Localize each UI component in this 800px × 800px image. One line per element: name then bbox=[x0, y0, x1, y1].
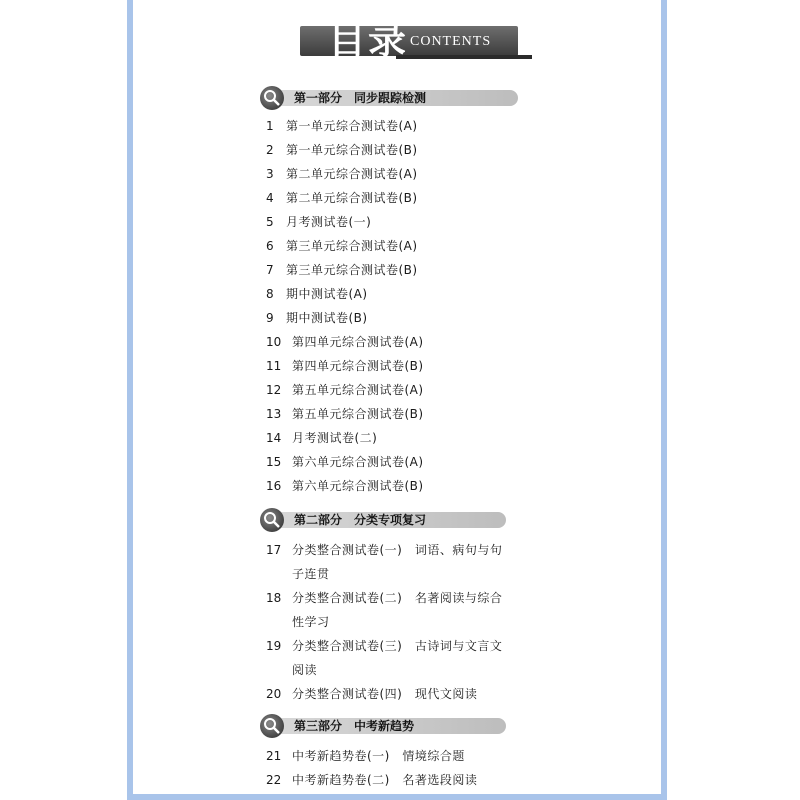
item-title: 中考新趋势卷(一) 情境综合题 bbox=[292, 749, 465, 763]
contents-title-banner bbox=[300, 18, 532, 60]
item-title: 分类整合测试卷(二) 名著阅读与综合 bbox=[292, 591, 503, 605]
toc-item-18-continuation: 性学习 bbox=[292, 615, 330, 629]
item-number: 20 bbox=[266, 687, 282, 701]
item-title: 期中测试卷(B) bbox=[286, 311, 368, 325]
item-title: 第一单元综合测试卷(B) bbox=[286, 143, 418, 157]
item-number: 15 bbox=[266, 455, 282, 469]
item-title: 分类整合测试卷(四) 现代文阅读 bbox=[292, 687, 478, 701]
item-number: 17 bbox=[266, 543, 282, 557]
item-number: 14 bbox=[266, 431, 282, 445]
item-title: 第一单元综合测试卷(A) bbox=[286, 119, 418, 133]
item-title: 第二单元综合测试卷(A) bbox=[286, 167, 418, 181]
item-number: 1 bbox=[266, 119, 274, 133]
title-underline bbox=[396, 55, 532, 59]
item-title: 第二单元综合测试卷(B) bbox=[286, 191, 418, 205]
item-title: 第五单元综合测试卷(A) bbox=[292, 383, 424, 397]
item-number: 13 bbox=[266, 407, 282, 421]
item-number: 4 bbox=[266, 191, 274, 205]
section-header-2 bbox=[260, 510, 506, 530]
item-title: 分类整合测试卷(一) 词语、病句与句 bbox=[292, 543, 503, 557]
item-title: 第三单元综合测试卷(B) bbox=[286, 263, 418, 277]
item-number: 6 bbox=[266, 239, 274, 253]
item-title: 月考测试卷(二) bbox=[292, 431, 378, 445]
item-number: 8 bbox=[266, 287, 274, 301]
item-number: 9 bbox=[266, 311, 274, 325]
item-number: 11 bbox=[266, 359, 282, 373]
title-english: CONTENTS bbox=[410, 34, 492, 49]
item-title: 第四单元综合测试卷(B) bbox=[292, 359, 424, 373]
item-title: 第三单元综合测试卷(A) bbox=[286, 239, 418, 253]
item-title: 第六单元综合测试卷(A) bbox=[292, 455, 424, 469]
magnifier-icon bbox=[260, 508, 284, 532]
item-title: 月考测试卷(一) bbox=[286, 215, 372, 229]
item-title: 第五单元综合测试卷(B) bbox=[292, 407, 424, 421]
item-title: 分类整合测试卷(三) 古诗词与文言文 bbox=[292, 639, 503, 653]
item-number: 5 bbox=[266, 215, 274, 229]
item-title: 第六单元综合测试卷(B) bbox=[292, 479, 424, 493]
section-label: 第一部分 同步跟踪检测 bbox=[294, 91, 427, 105]
item-number: 16 bbox=[266, 479, 282, 493]
item-number: 10 bbox=[266, 335, 282, 349]
section-label: 第三部分 中考新趋势 bbox=[294, 719, 415, 733]
item-title: 中考新趋势卷(二) 名著选段阅读 bbox=[292, 773, 478, 787]
item-title: 第四单元综合测试卷(A) bbox=[292, 335, 424, 349]
magnifier-icon bbox=[260, 86, 284, 110]
section-header-1 bbox=[260, 88, 518, 108]
section-label: 第二部分 分类专项复习 bbox=[294, 513, 427, 527]
toc-item-19-continuation: 阅读 bbox=[292, 663, 318, 677]
item-number: 18 bbox=[266, 591, 282, 605]
magnifier-icon bbox=[260, 714, 284, 738]
item-number: 19 bbox=[266, 639, 282, 653]
title-chinese: 目录 bbox=[328, 18, 409, 62]
item-number: 3 bbox=[266, 167, 274, 181]
section-header-3 bbox=[260, 716, 506, 736]
item-title: 期中测试卷(A) bbox=[286, 287, 368, 301]
item-number: 21 bbox=[266, 749, 282, 763]
item-number: 2 bbox=[266, 143, 274, 157]
item-number: 12 bbox=[266, 383, 282, 397]
toc-item-17-continuation: 子连贯 bbox=[292, 567, 330, 581]
item-number: 22 bbox=[266, 773, 282, 787]
item-number: 7 bbox=[266, 263, 274, 277]
